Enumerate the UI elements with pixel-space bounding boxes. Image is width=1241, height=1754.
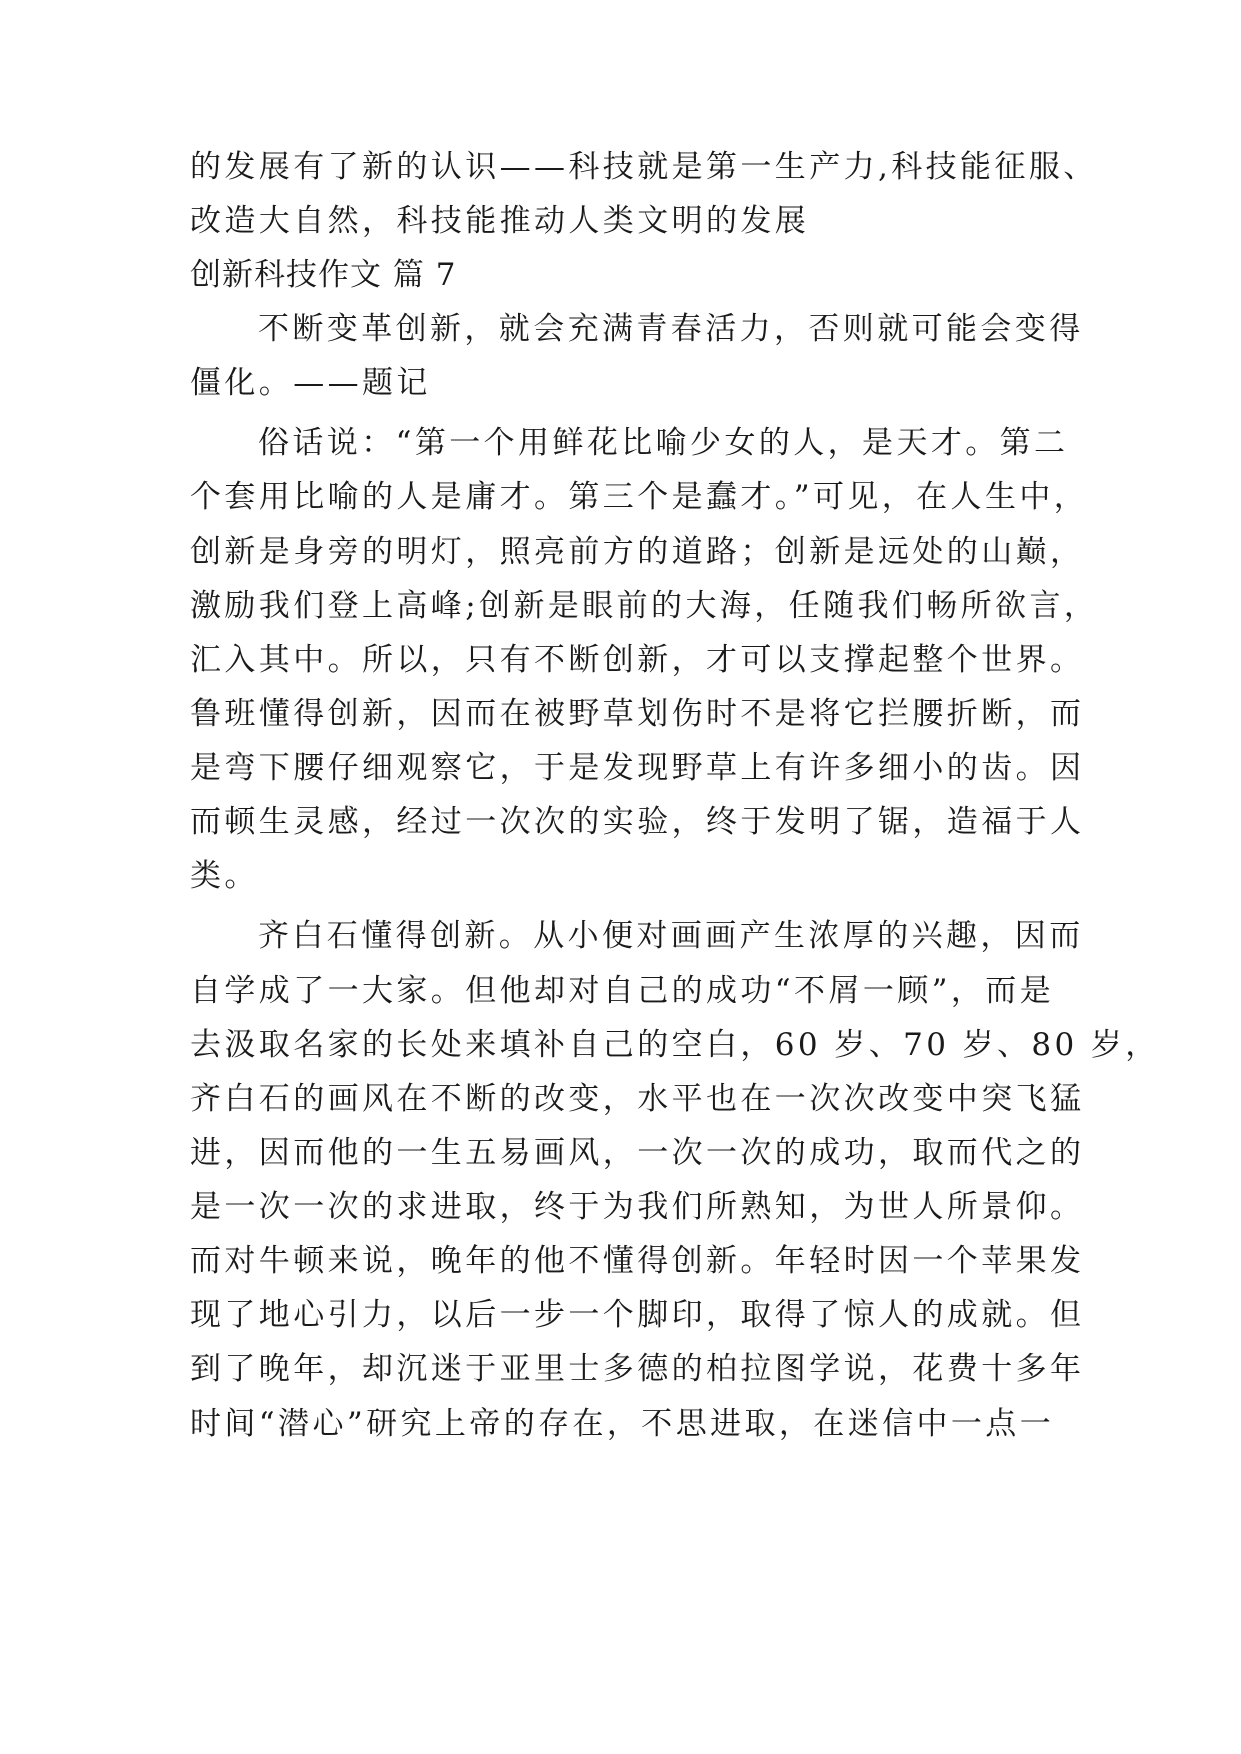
text-line: 俗话说：“第一个用鲜花比喻少女的人，是天才。第二 bbox=[258, 425, 1069, 461]
text-line: 类。 bbox=[190, 858, 259, 894]
text-line: 的发展有了新的认识——科技就是第一生产力,科技能征服、 bbox=[190, 149, 1098, 185]
text-line: 改造大自然，科技能推动人类文明的发展 bbox=[190, 203, 810, 239]
text-line: 是一次一次的求进取，终于为我们所熟知，为世人所景仰。 bbox=[190, 1189, 1085, 1225]
text-line: 去汲取名家的长处来填补自己的空白，60 岁、70 岁、80 岁， bbox=[190, 1027, 1160, 1063]
text-line: 不断变革创新，就会充满青春活力，否则就可能会变得 bbox=[258, 311, 1084, 347]
text-line: 激励我们登上高峰;创新是眼前的大海，任随我们畅所欲言， bbox=[190, 588, 1099, 624]
text-line: 到了晚年，却沉迷于亚里士多德的柏拉图学说，花费十多年 bbox=[190, 1351, 1085, 1387]
section-heading: 创新科技作文 篇 7 bbox=[190, 257, 457, 293]
text-line: 齐白石懂得创新。从小便对画画产生浓厚的兴趣，因而 bbox=[258, 918, 1084, 954]
text-line: 是弯下腰仔细观察它，于是发现野草上有许多细小的齿。因 bbox=[190, 750, 1085, 786]
text-line: 僵化。——题记 bbox=[190, 365, 431, 401]
text-line: 个套用比喻的人是庸才。第三个是蠢才。”可见，在人生中， bbox=[190, 479, 1089, 515]
text-line: 而顿生灵感，经过一次次的实验，终于发明了锯，造福于人 bbox=[190, 804, 1085, 840]
text-line: 时间“潜心”研究上帝的存在，不思进取，在迷信中一点一 bbox=[190, 1406, 1055, 1442]
text-line: 鲁班懂得创新，因而在被野草划伤时不是将它拦腰折断，而 bbox=[190, 696, 1085, 732]
text-line: 而对牛顿来说，晚年的他不懂得创新。年轻时因一个苹果发 bbox=[190, 1243, 1085, 1279]
text-line: 齐白石的画风在不断的改变，水平也在一次次改变中突飞猛 bbox=[190, 1081, 1085, 1117]
text-line: 现了地心引力，以后一步一个脚印，取得了惊人的成就。但 bbox=[190, 1297, 1085, 1333]
text-line: 创新是身旁的明灯，照亮前方的道路；创新是远处的山巅， bbox=[190, 534, 1085, 570]
text-line: 进，因而他的一生五易画风，一次一次的成功，取而代之的 bbox=[190, 1135, 1085, 1171]
text-line: 汇入其中。所以，只有不断创新，才可以支撑起整个世界。 bbox=[190, 642, 1085, 678]
text-line: 自学成了一大家。但他却对自己的成功“不屑一顾”，而是 bbox=[190, 973, 1055, 1009]
